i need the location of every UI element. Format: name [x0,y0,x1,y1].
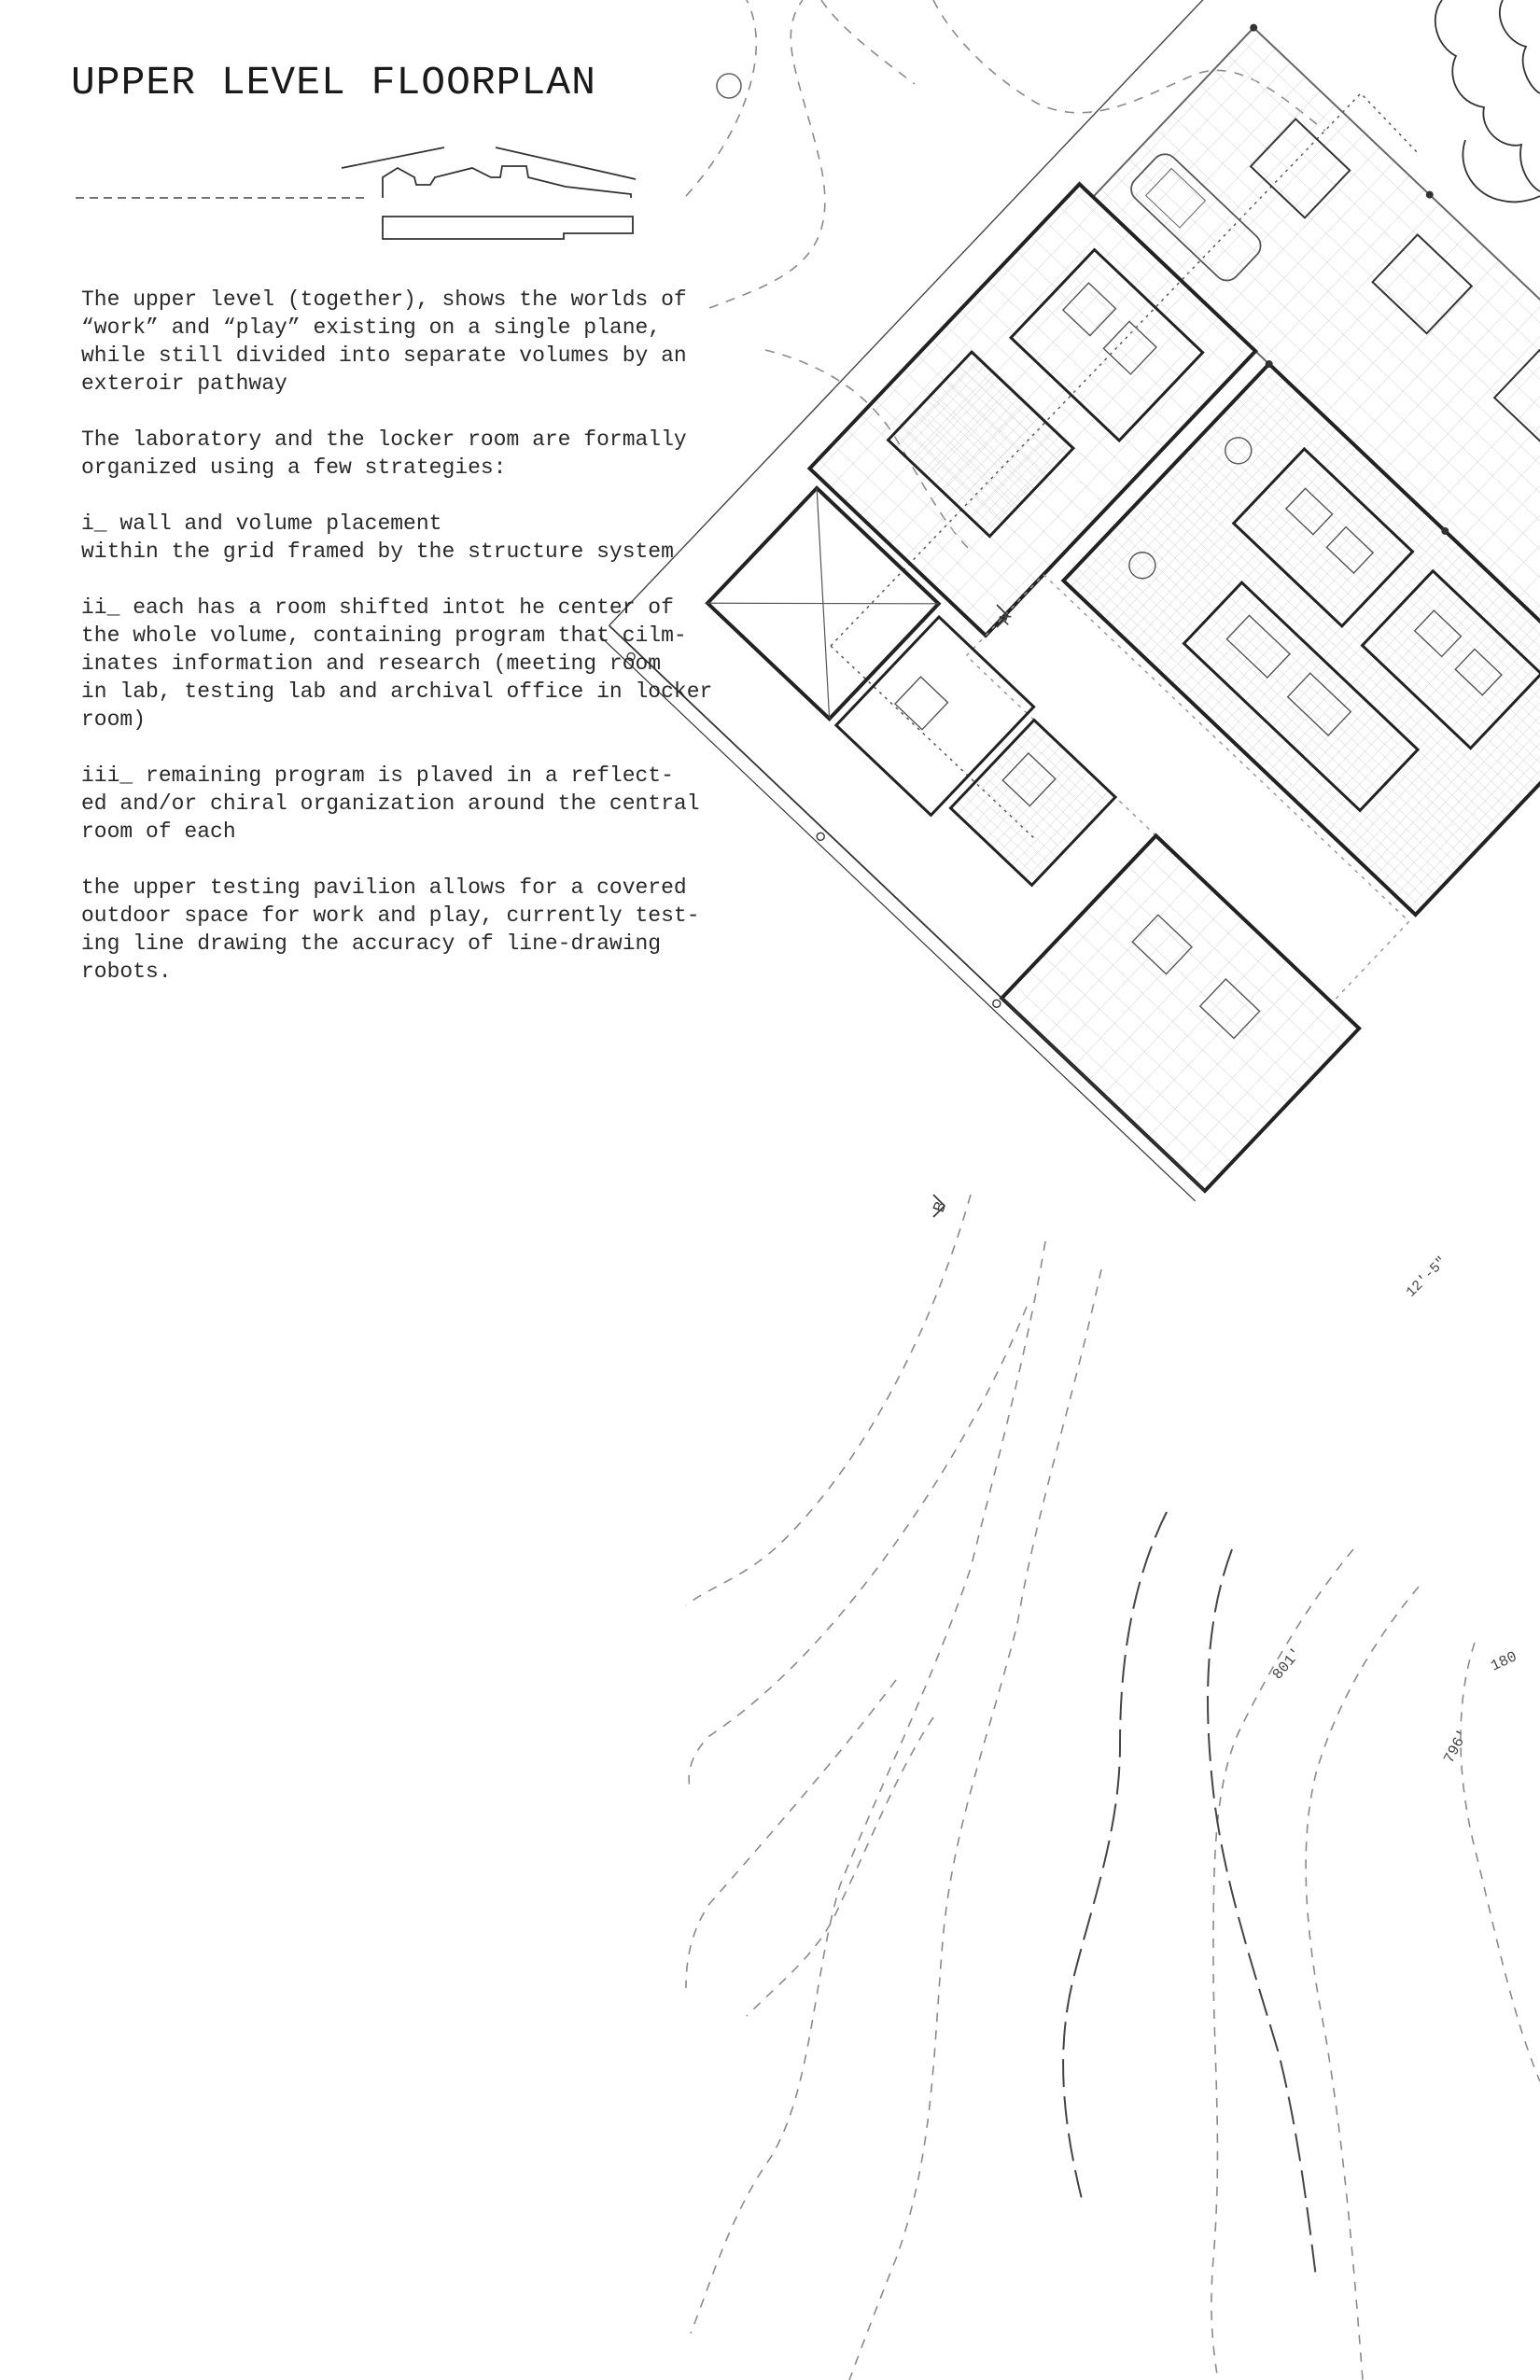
section-label-a: A [995,611,1017,628]
contour-label-801: 801' [1269,1645,1306,1684]
dimension-label: 12'-5" [1403,1253,1450,1301]
paragraph-strategies: The laboratory and the locker room are formally organized using a few strategies: [81,427,687,480]
paragraph-intro: The upper level (together), shows the worlds of “work” and “play” existing on a single plane, while still divided into separate volumes by an exteroir pathway [81,287,687,396]
north-marker [717,74,741,98]
paragraph-strategy-ii: ii_ each has a room shifted intot he center of the whole volume, containing program that cilm- inates information and research (meeting room in lab, testing lab and archival office in locker room) [81,595,713,732]
contour-label-796: 796' [1440,1726,1473,1767]
section-marker-b [931,1195,952,1217]
description-text [81,286,772,1014]
contour-label-180: 180 [1488,1648,1520,1675]
section-label-b: B [930,1199,952,1216]
paragraph-strategy-iii: iii_ remaining program is plaved in a reflect- ed and/or chiral organization around the central room of each [81,763,700,844]
paragraph-strategy-i: i_ wall and volume placement within the grid framed by the structure system [81,511,674,564]
section-diagram [71,140,650,252]
page-title: UPPER LEVEL FLOORPLAN [71,60,596,105]
contour-long-dash [1063,1512,1316,2277]
tree-cluster [1435,0,1540,202]
paragraph-pavilion: the upper testing pavilion allows for a covered outdoor space for work and play, currently test- ing line drawing the accuracy of line-drawing robots. [81,875,700,984]
